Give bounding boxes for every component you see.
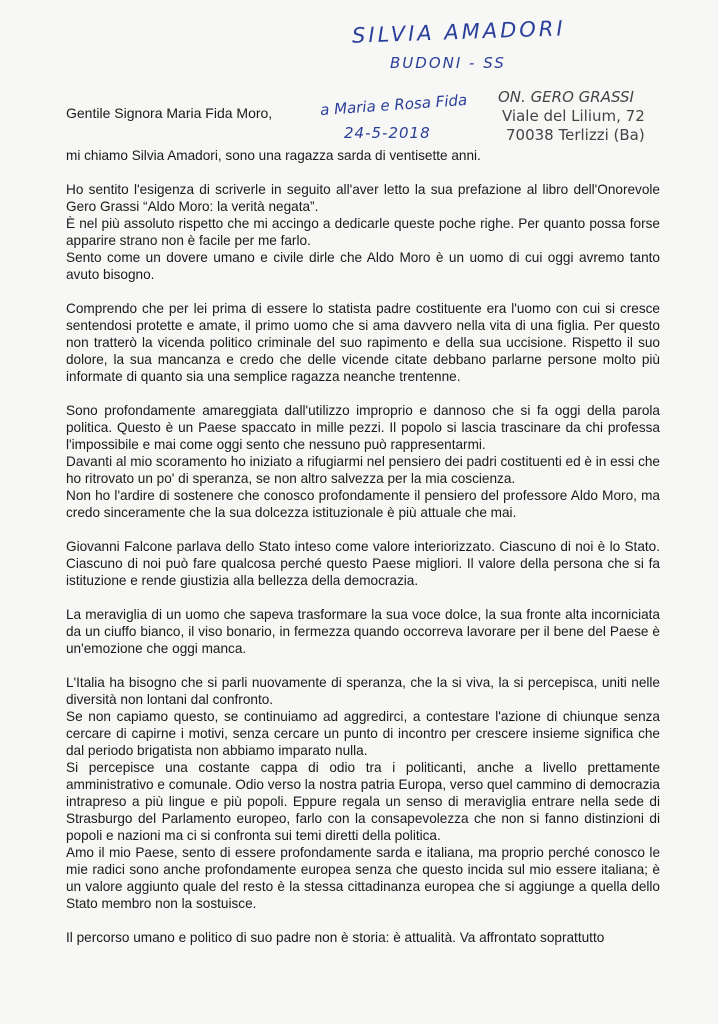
letter-paragraph [66, 606, 660, 657]
handwritten-town: BUDONI - SS [390, 54, 506, 72]
paragraph-sentence: Sono profondamente amareggiata dall'utilizzo improprio e dannoso che si fa oggi della parola politica. Questo è un Paese spaccato in mille pezzi. Il popolo si lascia trascinare da chi professa l'impossibile e mai come oggi sento che nessuno può rappresentarmi. [66, 403, 660, 452]
letter-paragraph [66, 147, 660, 164]
stamp-line-name: ON. GERO GRASSI [498, 88, 634, 106]
paragraph-sentence: L'Italia ha bisogno che si parli nuovamente di speranza, che la si viva, la si percepisca, uniti nelle diversità non lontani dal confronto. [66, 675, 660, 707]
handwritten-name: SILVIA AMADORI [351, 16, 566, 48]
letter-paragraph [66, 674, 660, 912]
paragraph-sentence: Davanti al mio scoramento ho iniziato a rifugiarmi nel pensiero dei padri costituenti ed è in essi che ho ritrovato un po' di speranza, se non altro salvezza per la mia coscienza. [66, 454, 660, 486]
letter-greeting: Gentile Signora Maria Fida Moro, [66, 105, 273, 121]
letter-paragraph [66, 402, 660, 521]
paragraph-sentence: mi chiamo Silvia Amadori, sono una ragazza sarda di ventisette anni. [66, 148, 481, 163]
letter-body [66, 147, 660, 963]
address-stamp [498, 88, 645, 145]
paragraph-sentence: Ho sentito l'esigenza di scriverle in seguito all'aver letto la sua prefazione al libro dell'Onorevole Gero Grassi “Aldo Moro: la verità negata”. [66, 182, 660, 214]
stamp-line-street: Viale del Lilium, 72 [502, 107, 645, 125]
paragraph-sentence: Il percorso umano e politico di suo padre non è storia: è attualità. Va affrontato soprattutto [66, 930, 605, 945]
paragraph-sentence: Sento come un dovere umano e civile dirle che Aldo Moro è un uomo di cui oggi avremo tanto avuto bisogno. [66, 250, 660, 282]
paragraph-sentence: Giovanni Falcone parlava dello Stato inteso come valore interiorizzato. Ciascuno di noi è lo Stato. Ciascuno di noi può fare qualcosa perché questo Paese migliori. Il valore della persona che si fa istituzione e rende giustizia alla bellezza della democrazia. [66, 539, 660, 588]
handwritten-date: 24-5-2018 [344, 124, 431, 142]
paragraph-sentence: Se non capiamo questo, se continuiamo ad aggredirci, a contestare l'azione di chiunque senza cercare di capirne i motivi, senza cercare un punto di incontro per crescere insieme significa che dal periodo brigatista non abbiamo imparato nulla. [66, 709, 660, 758]
paragraph-sentence: Comprendo che per lei prima di essere lo statista padre costituente era l'uomo con cui si cresce sentendosi protette e amate, il primo uomo che si ama davvero nella vita di una figlia. Per questo non tratterò la vicenda politico criminale del suo rapimento e della sua uccisione. Rispetto il suo dolore, la sua mancanza e credo che delle vicende citate debbano parlarne persone molto più informate di quanto sia una semplice ragazza neanche trentenne. [66, 301, 660, 384]
letter-paragraph [66, 181, 660, 283]
letter-paragraph [66, 538, 660, 589]
letter-paragraph [66, 929, 660, 946]
letter-paragraph [66, 300, 660, 385]
paragraph-sentence: Amo il mio Paese, sento di essere profondamente sarda e italiana, ma proprio perché conosco le mie radici sono anche profondamente europea senza che questo incida sul mio essere italiana; è un valore aggiunto quale del resto è la stessa cittadinanza europea che si aggiunge a quella dello Stato membro non la sostuisce. [66, 845, 660, 911]
paragraph-sentence: Non ho l'ardire di sostenere che conosco profondamente il pensiero del professore Aldo Moro, ma credo sinceramente che la sua dolcezza istituzionale è più attuale che mai. [66, 488, 660, 520]
paragraph-sentence: Si percepisce una costante cappa di odio tra i politicanti, anche a livello prettamente amministrativo e comunale. Odio verso la nostra patria Europa, verso quel cammino di democrazia intrapreso a più lingue e più popoli. Eppure regala un senso di meraviglia entrare nella sede di Strasburgo del Parlamento europeo, farlo con la consapevolezza che non si fanno distinzioni di popoli e nazioni ma ci si confronta sui temi diretti della politica. [66, 760, 660, 843]
handwritten-note: a Maria e Rosa Fida [319, 90, 468, 120]
stamp-line-city: 70038 Terlizzi (Ba) [506, 126, 645, 144]
paragraph-sentence: È nel più assoluto rispetto che mi accingo a dedicarle queste poche righe. Per quanto possa forse apparire strano non è facile per me farlo. [66, 216, 660, 248]
paragraph-sentence: La meraviglia di un uomo che sapeva trasformare la sua voce dolce, la sua fronte alta incorniciata da un ciuffo bianco, il viso bonario, in fermezza quando occorreva lavorare per il bene del Paese è un'emozione che oggi manca. [66, 607, 660, 656]
